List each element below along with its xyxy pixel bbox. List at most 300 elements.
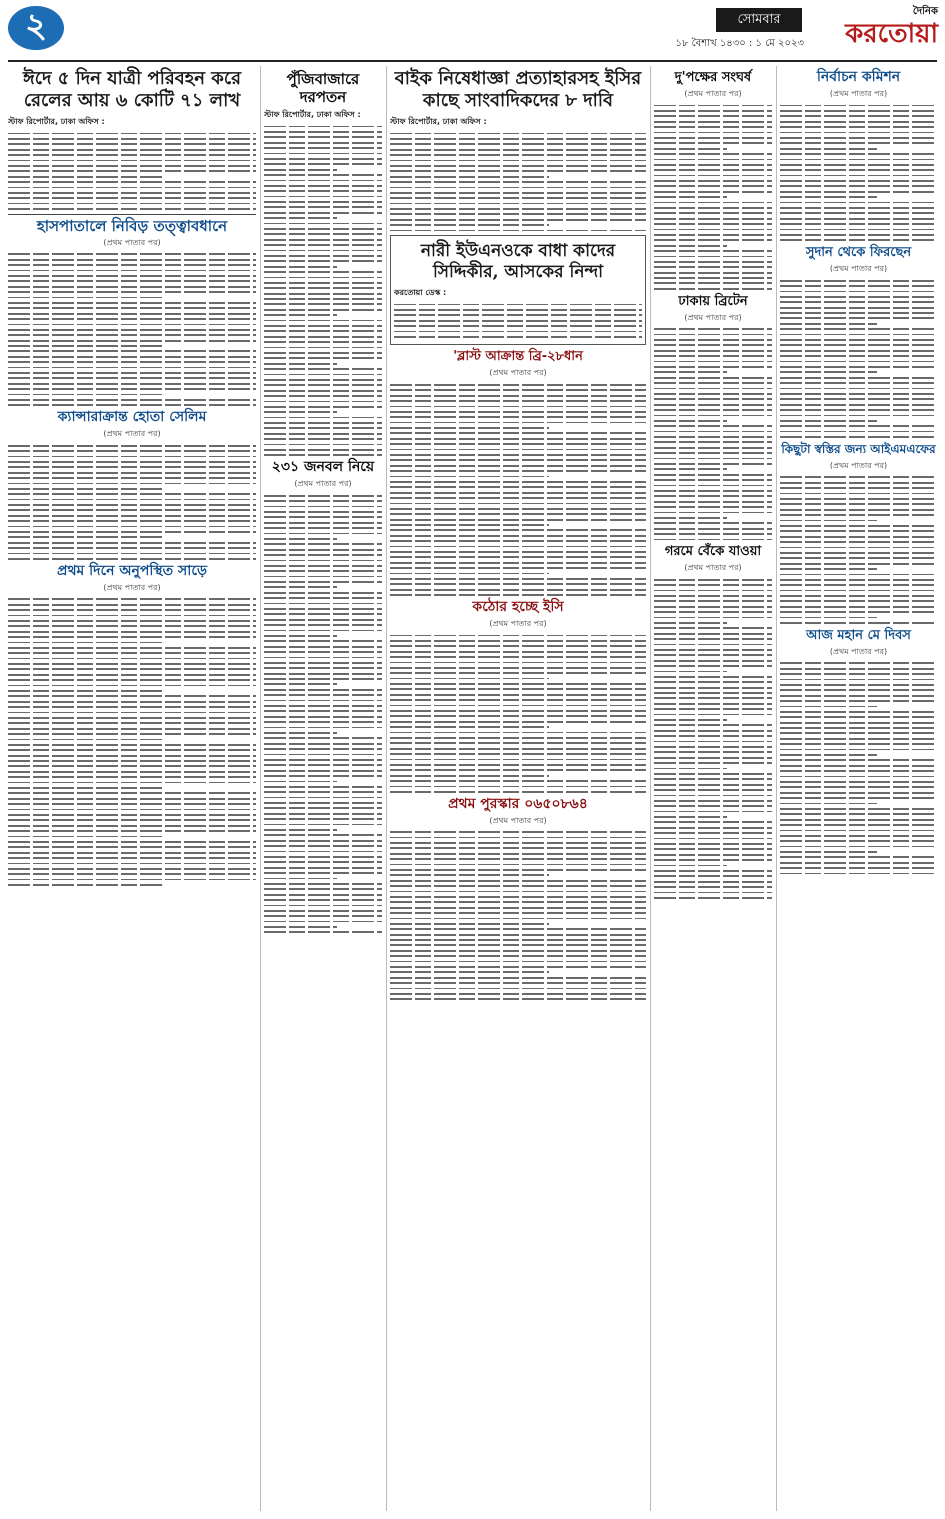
text-line [390, 432, 646, 434]
headline-bike: বাইক নিষেধাজ্ঞা প্রত্যাহারসহ ইসির কাছে সাংবাদিকদের ৮ দাবি [394, 68, 642, 111]
text-line [264, 737, 382, 739]
text-line [654, 854, 772, 856]
text-line [654, 148, 727, 150]
text-line [264, 554, 382, 556]
text-line [8, 203, 256, 205]
text-line [264, 651, 382, 653]
text-line [264, 212, 382, 214]
text-line [654, 212, 772, 214]
text-line [264, 454, 382, 456]
text-line [264, 374, 382, 376]
text-line [780, 153, 937, 155]
text-line [390, 651, 646, 653]
text-line [264, 678, 382, 680]
text-line [8, 782, 256, 784]
text-line [654, 843, 772, 845]
text-line [780, 606, 937, 608]
text-line [780, 689, 937, 691]
text-line [8, 394, 162, 396]
text-line [654, 522, 772, 524]
article-clash [654, 70, 772, 290]
text-line [780, 590, 937, 592]
text-line [8, 302, 256, 304]
text-line [780, 355, 937, 357]
text-line [390, 726, 549, 728]
text-line [780, 280, 937, 282]
text-line [654, 832, 772, 834]
text-line [264, 565, 382, 567]
text-line [264, 818, 382, 820]
text-line [390, 422, 646, 424]
text-line [654, 366, 772, 368]
text-line [654, 468, 727, 470]
text-line [780, 673, 937, 675]
text-line [8, 701, 256, 703]
text-line [264, 438, 382, 440]
headline-ec-hard: কঠোর হচ্ছে ইসি [472, 598, 564, 615]
text-line [390, 885, 646, 887]
text-line [390, 961, 646, 963]
text-line [264, 883, 382, 885]
text-line [390, 694, 646, 696]
text-line [264, 153, 382, 155]
text-line [654, 795, 772, 797]
text-line [780, 547, 937, 549]
text-line [390, 853, 646, 855]
text-line [654, 870, 772, 872]
headline-hospital: হাসপাতালে নিবিড় তত্ত্বাবধানে [36, 216, 228, 235]
text-line [780, 425, 937, 427]
text-line [264, 743, 382, 745]
text-line [654, 115, 772, 117]
text-line [390, 219, 646, 221]
text-line [780, 803, 877, 805]
text-line [390, 759, 646, 761]
text-line [264, 840, 382, 842]
text-line [780, 595, 937, 597]
text-line [780, 382, 937, 384]
text-line [264, 597, 382, 599]
headline-award: প্রথম পুরস্কার ০৬৫০৮৬৪ [448, 795, 588, 812]
text-line [390, 133, 646, 135]
text-line [780, 792, 937, 794]
column-3 [390, 66, 646, 1511]
text-line [8, 383, 256, 385]
text-line [780, 296, 937, 298]
text-line [654, 153, 772, 155]
text-line [780, 137, 937, 139]
text-line [394, 320, 642, 322]
text-line [264, 136, 382, 138]
divider [8, 214, 256, 215]
text-line [264, 586, 337, 588]
text-line [654, 377, 772, 379]
text-line [654, 617, 772, 619]
text-line [654, 773, 772, 775]
text-line [780, 307, 937, 309]
text-line [390, 562, 646, 564]
text-line [264, 384, 382, 386]
text-line [264, 888, 382, 890]
text-line [390, 705, 646, 707]
text-line [780, 520, 877, 522]
text-line [390, 982, 646, 984]
day-label: সোমবার [716, 8, 802, 32]
text-line [264, 754, 382, 756]
text-line [654, 474, 772, 476]
text-line [8, 208, 256, 210]
body-ec-hard [390, 635, 646, 793]
page-number-badge: ২ [8, 6, 64, 50]
text-line [654, 196, 727, 198]
masthead [0, 0, 945, 58]
text-line [780, 498, 937, 500]
text-line [780, 377, 937, 379]
text-line [264, 303, 382, 305]
text-line [390, 540, 646, 542]
text-line [8, 356, 256, 358]
text-line [780, 727, 937, 729]
text-line [8, 760, 256, 762]
headline-blast: 'ব্লাস্ট আক্রান্ত ব্রি-২৮ধান [453, 349, 583, 365]
text-line [8, 728, 256, 730]
text-line [264, 427, 382, 429]
text-line [264, 781, 337, 783]
text-line [654, 501, 772, 503]
text-line [264, 646, 382, 648]
text-line [780, 700, 937, 702]
text-line [264, 910, 382, 912]
logo-small-text: দৈনিক [912, 6, 938, 17]
text-line [780, 344, 937, 346]
text-line [8, 340, 256, 342]
text-line [264, 228, 382, 230]
text-line [780, 846, 937, 848]
text-line [264, 206, 382, 208]
text-line [8, 466, 256, 468]
text-line [780, 574, 937, 576]
text-line [390, 635, 646, 637]
text-line [390, 769, 646, 771]
text-line [8, 836, 162, 838]
text-line [264, 915, 382, 917]
text-line [264, 878, 337, 880]
body-sudan [780, 280, 937, 438]
text-line [8, 668, 256, 670]
text-line [8, 526, 256, 528]
text-line [390, 775, 549, 777]
body-imf [780, 476, 937, 623]
text-line [780, 716, 937, 718]
text-line [780, 622, 937, 624]
text-line [780, 557, 937, 559]
text-line [8, 553, 256, 555]
text-line [780, 770, 937, 772]
text-line [8, 814, 256, 816]
text-line [780, 323, 877, 325]
text-line [264, 894, 382, 896]
text-line [780, 711, 937, 713]
text-line [8, 717, 256, 719]
text-line [780, 239, 937, 241]
text-line [8, 755, 256, 757]
text-line [8, 499, 256, 501]
text-line [780, 175, 937, 177]
text-line [780, 824, 937, 826]
text-line [264, 406, 382, 408]
text-line [654, 611, 772, 613]
text-line [654, 714, 772, 716]
column-separator [650, 66, 651, 1511]
article-cancer [8, 410, 256, 560]
text-line [390, 481, 646, 483]
text-line [8, 542, 256, 544]
text-line [264, 320, 382, 322]
text-line [390, 400, 646, 402]
text-line [8, 809, 256, 811]
text-line [8, 488, 162, 490]
text-line [780, 563, 937, 565]
continuation-mayday: (প্রথম পাতার পর) [829, 646, 888, 656]
text-line [654, 512, 772, 514]
text-line [654, 398, 772, 400]
text-line [780, 415, 937, 417]
text-line [780, 722, 937, 724]
text-line [654, 708, 772, 710]
headline-heat: গরমে বেঁকে যাওয়া [664, 544, 762, 560]
text-line [264, 560, 382, 562]
text-line [780, 552, 937, 554]
text-line [264, 921, 382, 923]
text-line [8, 765, 256, 767]
text-line [8, 399, 256, 401]
text-line [8, 318, 256, 320]
text-line [8, 739, 162, 741]
text-line [8, 787, 162, 789]
text-line [8, 192, 256, 194]
header-rule [8, 60, 937, 62]
text-line [394, 309, 642, 311]
text-line [390, 476, 549, 478]
text-line [390, 688, 646, 690]
headline-first-day: প্রথম দিনে অনুপস্থিত সাড়ে [57, 562, 207, 579]
text-line [264, 500, 382, 502]
text-line [654, 751, 772, 753]
text-line [780, 732, 937, 734]
text-line [264, 624, 382, 626]
text-line [264, 700, 382, 702]
text-line [390, 573, 549, 575]
text-line [654, 827, 772, 829]
text-line [8, 744, 256, 746]
text-line [390, 406, 646, 408]
headline-mayday: আজ মহান মে দিবস [806, 627, 911, 643]
text-line [390, 143, 646, 145]
text-line [654, 361, 772, 363]
text-line [654, 159, 772, 161]
text-line [8, 695, 256, 697]
text-line [264, 266, 337, 268]
text-line [8, 450, 256, 452]
text-line [780, 164, 937, 166]
text-line [654, 256, 772, 258]
text-line [780, 202, 937, 204]
text-line [8, 176, 162, 178]
text-line [264, 287, 382, 289]
text-line [654, 649, 772, 651]
text-line [264, 516, 382, 518]
text-line [390, 465, 646, 467]
text-line [8, 652, 256, 654]
text-line [8, 674, 256, 676]
text-line [780, 684, 937, 686]
text-line [8, 647, 256, 649]
body-nari [394, 304, 642, 338]
text-line [390, 230, 646, 232]
headline-stock: পুঁজিবাজারে দরপতন [286, 70, 360, 106]
text-line [390, 416, 646, 418]
article-mayday [780, 628, 937, 875]
text-line [8, 857, 256, 859]
text-line [264, 233, 382, 235]
body-british [654, 328, 772, 540]
text-line [654, 175, 772, 177]
text-line [780, 328, 937, 330]
text-line [654, 288, 772, 290]
text-line [654, 355, 772, 357]
text-line [654, 654, 772, 656]
text-line [390, 551, 646, 553]
body-mayday [780, 662, 937, 874]
text-line [264, 293, 382, 295]
text-line [654, 606, 772, 608]
article-nari [390, 235, 646, 345]
body-blast [390, 384, 646, 596]
text-line [390, 874, 549, 876]
body-stock [264, 126, 382, 457]
continuation-ec-hard: (প্রথম পাতার পর) [489, 618, 547, 628]
text-line [390, 187, 646, 189]
text-line [390, 224, 549, 226]
text-line [654, 595, 772, 597]
body-hospital [8, 253, 256, 406]
text-line [654, 665, 772, 667]
text-line [390, 923, 549, 925]
text-line [780, 867, 937, 869]
text-line [264, 190, 382, 192]
text-line [394, 314, 642, 316]
text-line [390, 971, 549, 973]
text-line [654, 218, 772, 220]
text-line [8, 733, 256, 735]
text-line [780, 191, 937, 193]
text-line [8, 846, 256, 848]
text-line [264, 255, 382, 257]
text-line [654, 671, 727, 673]
text-line [654, 234, 772, 236]
text-line [654, 169, 772, 171]
text-line [264, 527, 382, 529]
text-line [390, 847, 646, 849]
text-line [390, 459, 646, 461]
newspaper-logo [808, 6, 938, 54]
continuation-cancer: (প্রথম পাতার পর) [103, 429, 161, 439]
text-line [264, 271, 382, 273]
text-line [780, 797, 937, 799]
text-line [264, 244, 382, 246]
text-line [780, 776, 937, 778]
text-line [780, 180, 937, 182]
text-line [780, 579, 937, 581]
text-line [780, 738, 937, 740]
text-line [264, 309, 382, 311]
text-line [654, 272, 772, 274]
text-line [390, 160, 646, 162]
article-sudan [780, 245, 937, 438]
text-line [654, 660, 772, 662]
text-line [780, 291, 937, 293]
text-line [654, 865, 727, 867]
text-line [390, 907, 646, 909]
text-line [8, 259, 256, 261]
text-line [390, 764, 646, 766]
text-line [654, 579, 772, 581]
text-line [390, 203, 646, 205]
text-line [390, 497, 646, 499]
text-line [654, 784, 772, 786]
text-line [8, 536, 162, 538]
text-line [654, 202, 772, 204]
text-line [264, 147, 382, 149]
text-line [780, 873, 937, 875]
text-line [654, 328, 772, 330]
text-line [390, 721, 646, 723]
text-line [264, 608, 382, 610]
text-line [780, 371, 877, 373]
text-line [654, 746, 772, 748]
text-line [264, 522, 382, 524]
text-line [390, 529, 646, 531]
article-eid [8, 68, 256, 210]
text-line [780, 121, 937, 123]
headline-british: ঢাকায় ব্রিটেন [678, 293, 748, 309]
text-line [264, 797, 382, 799]
text-line [654, 463, 772, 465]
text-line [654, 506, 772, 508]
text-line [264, 538, 337, 540]
text-line [264, 174, 382, 176]
text-line [264, 142, 382, 144]
text-line [780, 819, 937, 821]
text-line [654, 741, 772, 743]
text-line [390, 737, 646, 739]
text-line [264, 721, 382, 723]
text-line [390, 891, 646, 893]
text-line [780, 409, 937, 411]
text-line [390, 667, 646, 669]
article-ec-hard [390, 600, 646, 793]
text-line [654, 627, 772, 629]
text-line [264, 282, 382, 284]
text-line [654, 800, 772, 802]
text-line [654, 245, 727, 247]
text-line [390, 944, 646, 946]
text-line [8, 604, 256, 606]
text-line [780, 759, 937, 761]
text-line [264, 368, 382, 370]
text-line [780, 404, 937, 406]
text-line [394, 325, 642, 327]
